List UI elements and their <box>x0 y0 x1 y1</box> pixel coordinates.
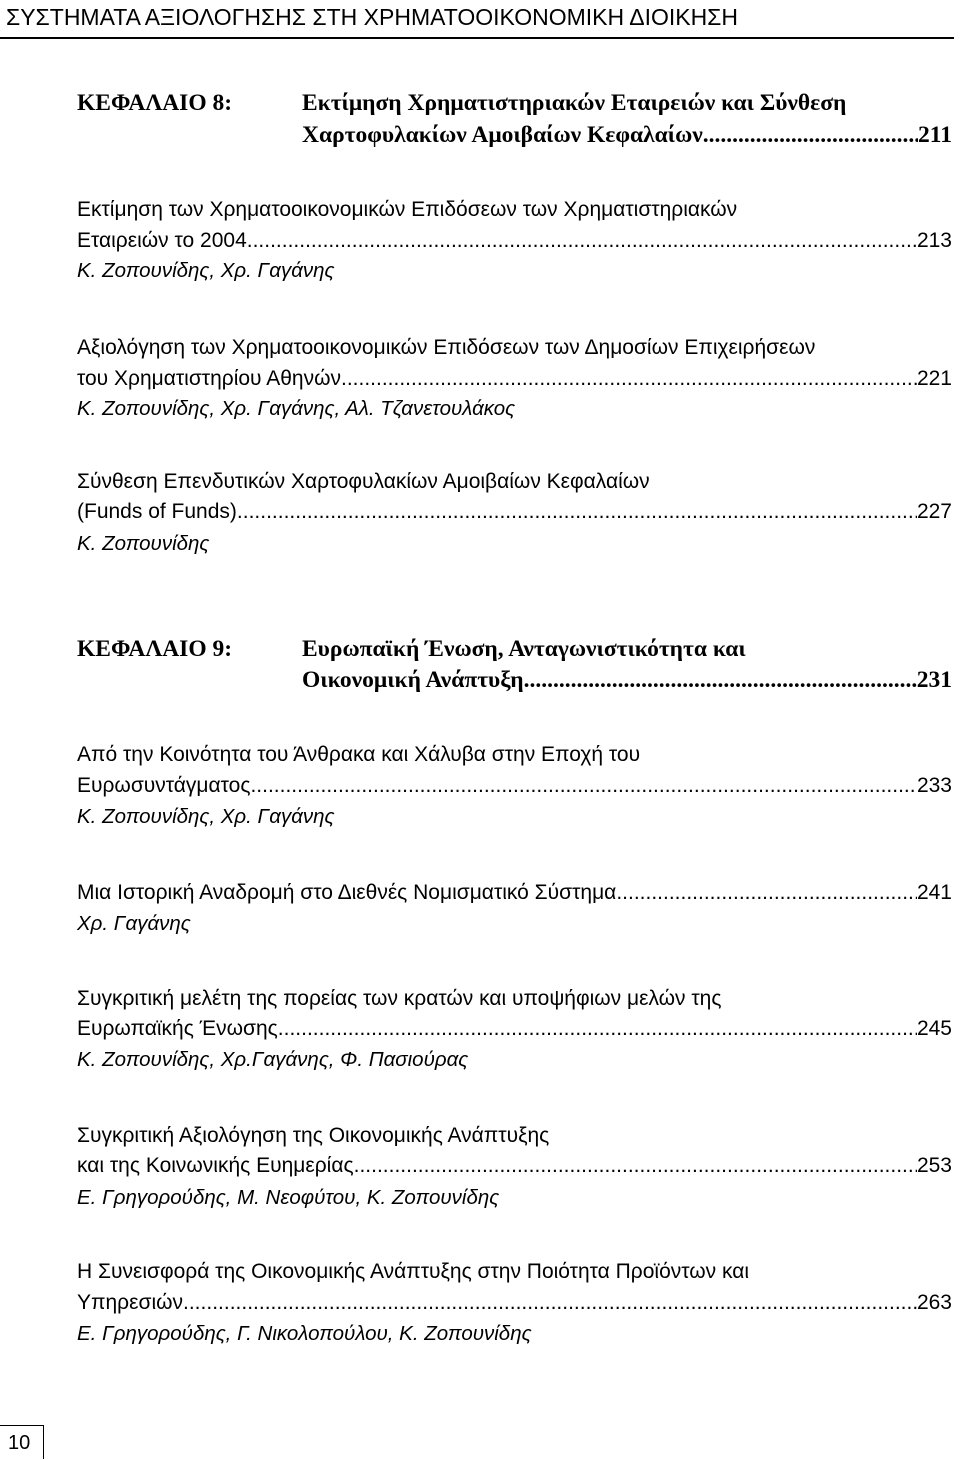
dot-leader <box>247 226 917 256</box>
toc-entry-page: 241 <box>916 881 952 904</box>
chapter-9-title-line1: Ευρωπαϊκή Ένωση, Ανταγωνιστικότητα και <box>302 636 746 662</box>
toc-entry-authors: Κ. Ζοπουνίδης, Χρ. Γαγάνης <box>77 805 335 828</box>
toc-entry-page: 221 <box>916 367 952 390</box>
toc-entry-authors: Ε. Γρηγορούδης, Μ. Νεοφύτου, Κ. Ζοπουνίδης <box>77 1186 500 1209</box>
dot-leader <box>278 1014 917 1044</box>
toc-entry-page: 233 <box>916 774 952 797</box>
toc-entry-page: 213 <box>916 229 952 252</box>
chapter-8-label: ΚΕΦΑΛΑΙΟ 8: <box>77 90 233 116</box>
toc-entry-title: Εκτίμηση των Χρηματοοικονομικών Επιδόσεων των Χρηματιστηριακών <box>77 198 738 221</box>
dot-leader <box>616 878 917 908</box>
toc-entry-title: Αξιολόγηση των Χρηματοοικονομικών Επιδόσεων των Δημοσίων Επιχειρήσεων <box>77 336 816 359</box>
toc-entry-authors: Κ. Ζοπουνίδης, Χρ.Γαγάνης, Φ. Πασιούρας <box>77 1048 469 1071</box>
chapter-8-title-line1: Εκτίμηση Χρηματιστηριακών Εταιρειών και Σύνθεση <box>302 90 847 116</box>
toc-entry-title: Η Συνεισφορά της Οικονομικής Ανάπτυξης στην Ποιότητα Προϊόντων και <box>77 1260 750 1283</box>
toc-entry-page: 253 <box>916 1154 952 1177</box>
chapter-9-page: 231 <box>916 667 952 693</box>
toc-entry-title: Συγκριτική μελέτη της πορείας των κρατών και υποψήφιων μελών της <box>77 987 722 1010</box>
header-divider <box>0 37 954 39</box>
chapter-8-title-text: Χαρτοφυλακίων Αμοιβαίων Κεφαλαίων <box>302 122 703 148</box>
dot-leader <box>703 120 918 150</box>
toc-entry[interactable] <box>77 878 952 908</box>
running-header: ΣΥΣΤΗΜΑΤΑ ΑΞΙΟΛΟΓΗΣΗΣ ΣΤΗ ΧΡΗΜΑΤΟΟΙΚΟΝΟΜΙΚΗ ΔΙΟΙΚΗΣΗ <box>6 4 739 30</box>
toc-entry-title: Σύνθεση Επενδυτικών Χαρτοφυλακίων Αμοιβαίων Κεφαλαίων <box>77 470 650 493</box>
chapter-9-title-text: Οικονομική Ανάπτυξη <box>302 667 524 693</box>
dot-leader <box>237 497 917 527</box>
toc-entry-authors: Κ. Ζοπουνίδης, Χρ. Γαγάνης <box>77 259 335 282</box>
chapter-9-title-line2[interactable] <box>302 665 952 695</box>
toc-entry[interactable] <box>77 497 952 527</box>
toc-entry-authors: Χρ. Γαγάνης <box>77 912 191 935</box>
toc-entry[interactable] <box>77 1151 952 1181</box>
toc-entry-authors: Ε. Γρηγορούδης, Γ. Νικολοπούλου, Κ. Ζοπουνίδης <box>77 1322 532 1345</box>
toc-entry-title: Από την Κοινότητα του Άνθρακα και Χάλυβα στην Εποχή του <box>77 743 641 766</box>
toc-entry-authors: Κ. Ζοπουνίδης, Χρ. Γαγάνης, Αλ. Τζανετουλάκος <box>77 397 516 420</box>
dot-leader <box>341 364 917 394</box>
toc-entry-title: Υπηρεσιών <box>77 1291 184 1314</box>
dot-leader <box>183 1288 917 1318</box>
toc-entry[interactable] <box>77 364 952 394</box>
toc-entry[interactable] <box>77 1288 952 1318</box>
chapter-8-title-line2[interactable] <box>302 120 952 150</box>
toc-entry-title: Ευρωπαϊκής Ένωσης <box>77 1017 278 1040</box>
toc-entry-title: Συγκριτική Αξιολόγηση της Οικονομικής Ανάπτυξης <box>77 1124 550 1147</box>
toc-entry-page: 227 <box>916 500 952 523</box>
toc-entry-title: και της Κοινωνικής Ευημερίας <box>77 1154 354 1177</box>
chapter-8-page: 211 <box>918 122 952 148</box>
toc-entry[interactable] <box>77 771 952 801</box>
page-number: 10 <box>0 1425 44 1459</box>
toc-entry-page: 245 <box>916 1017 952 1040</box>
toc-entry-authors: Κ. Ζοπουνίδης <box>77 532 210 555</box>
dot-leader <box>354 1151 917 1181</box>
toc-entry-title: του Χρηματιστηρίου Αθηνών <box>77 367 341 390</box>
dot-leader <box>524 665 917 695</box>
toc-entry-title: (Funds of Funds) <box>77 500 237 523</box>
toc-entry-title: Μια Ιστορική Αναδρομή στο Διεθνές Νομισματικό Σύστημα <box>77 881 617 904</box>
toc-entry-title: Εταιρειών το 2004 <box>77 229 247 252</box>
toc-entry-page: 263 <box>916 1291 952 1314</box>
chapter-9-label: ΚΕΦΑΛΑΙΟ 9: <box>77 636 233 662</box>
toc-entry[interactable] <box>77 226 952 256</box>
toc-entry[interactable] <box>77 1014 952 1044</box>
toc-entry-title: Ευρωσυντάγματος <box>77 774 251 797</box>
dot-leader <box>250 771 916 801</box>
